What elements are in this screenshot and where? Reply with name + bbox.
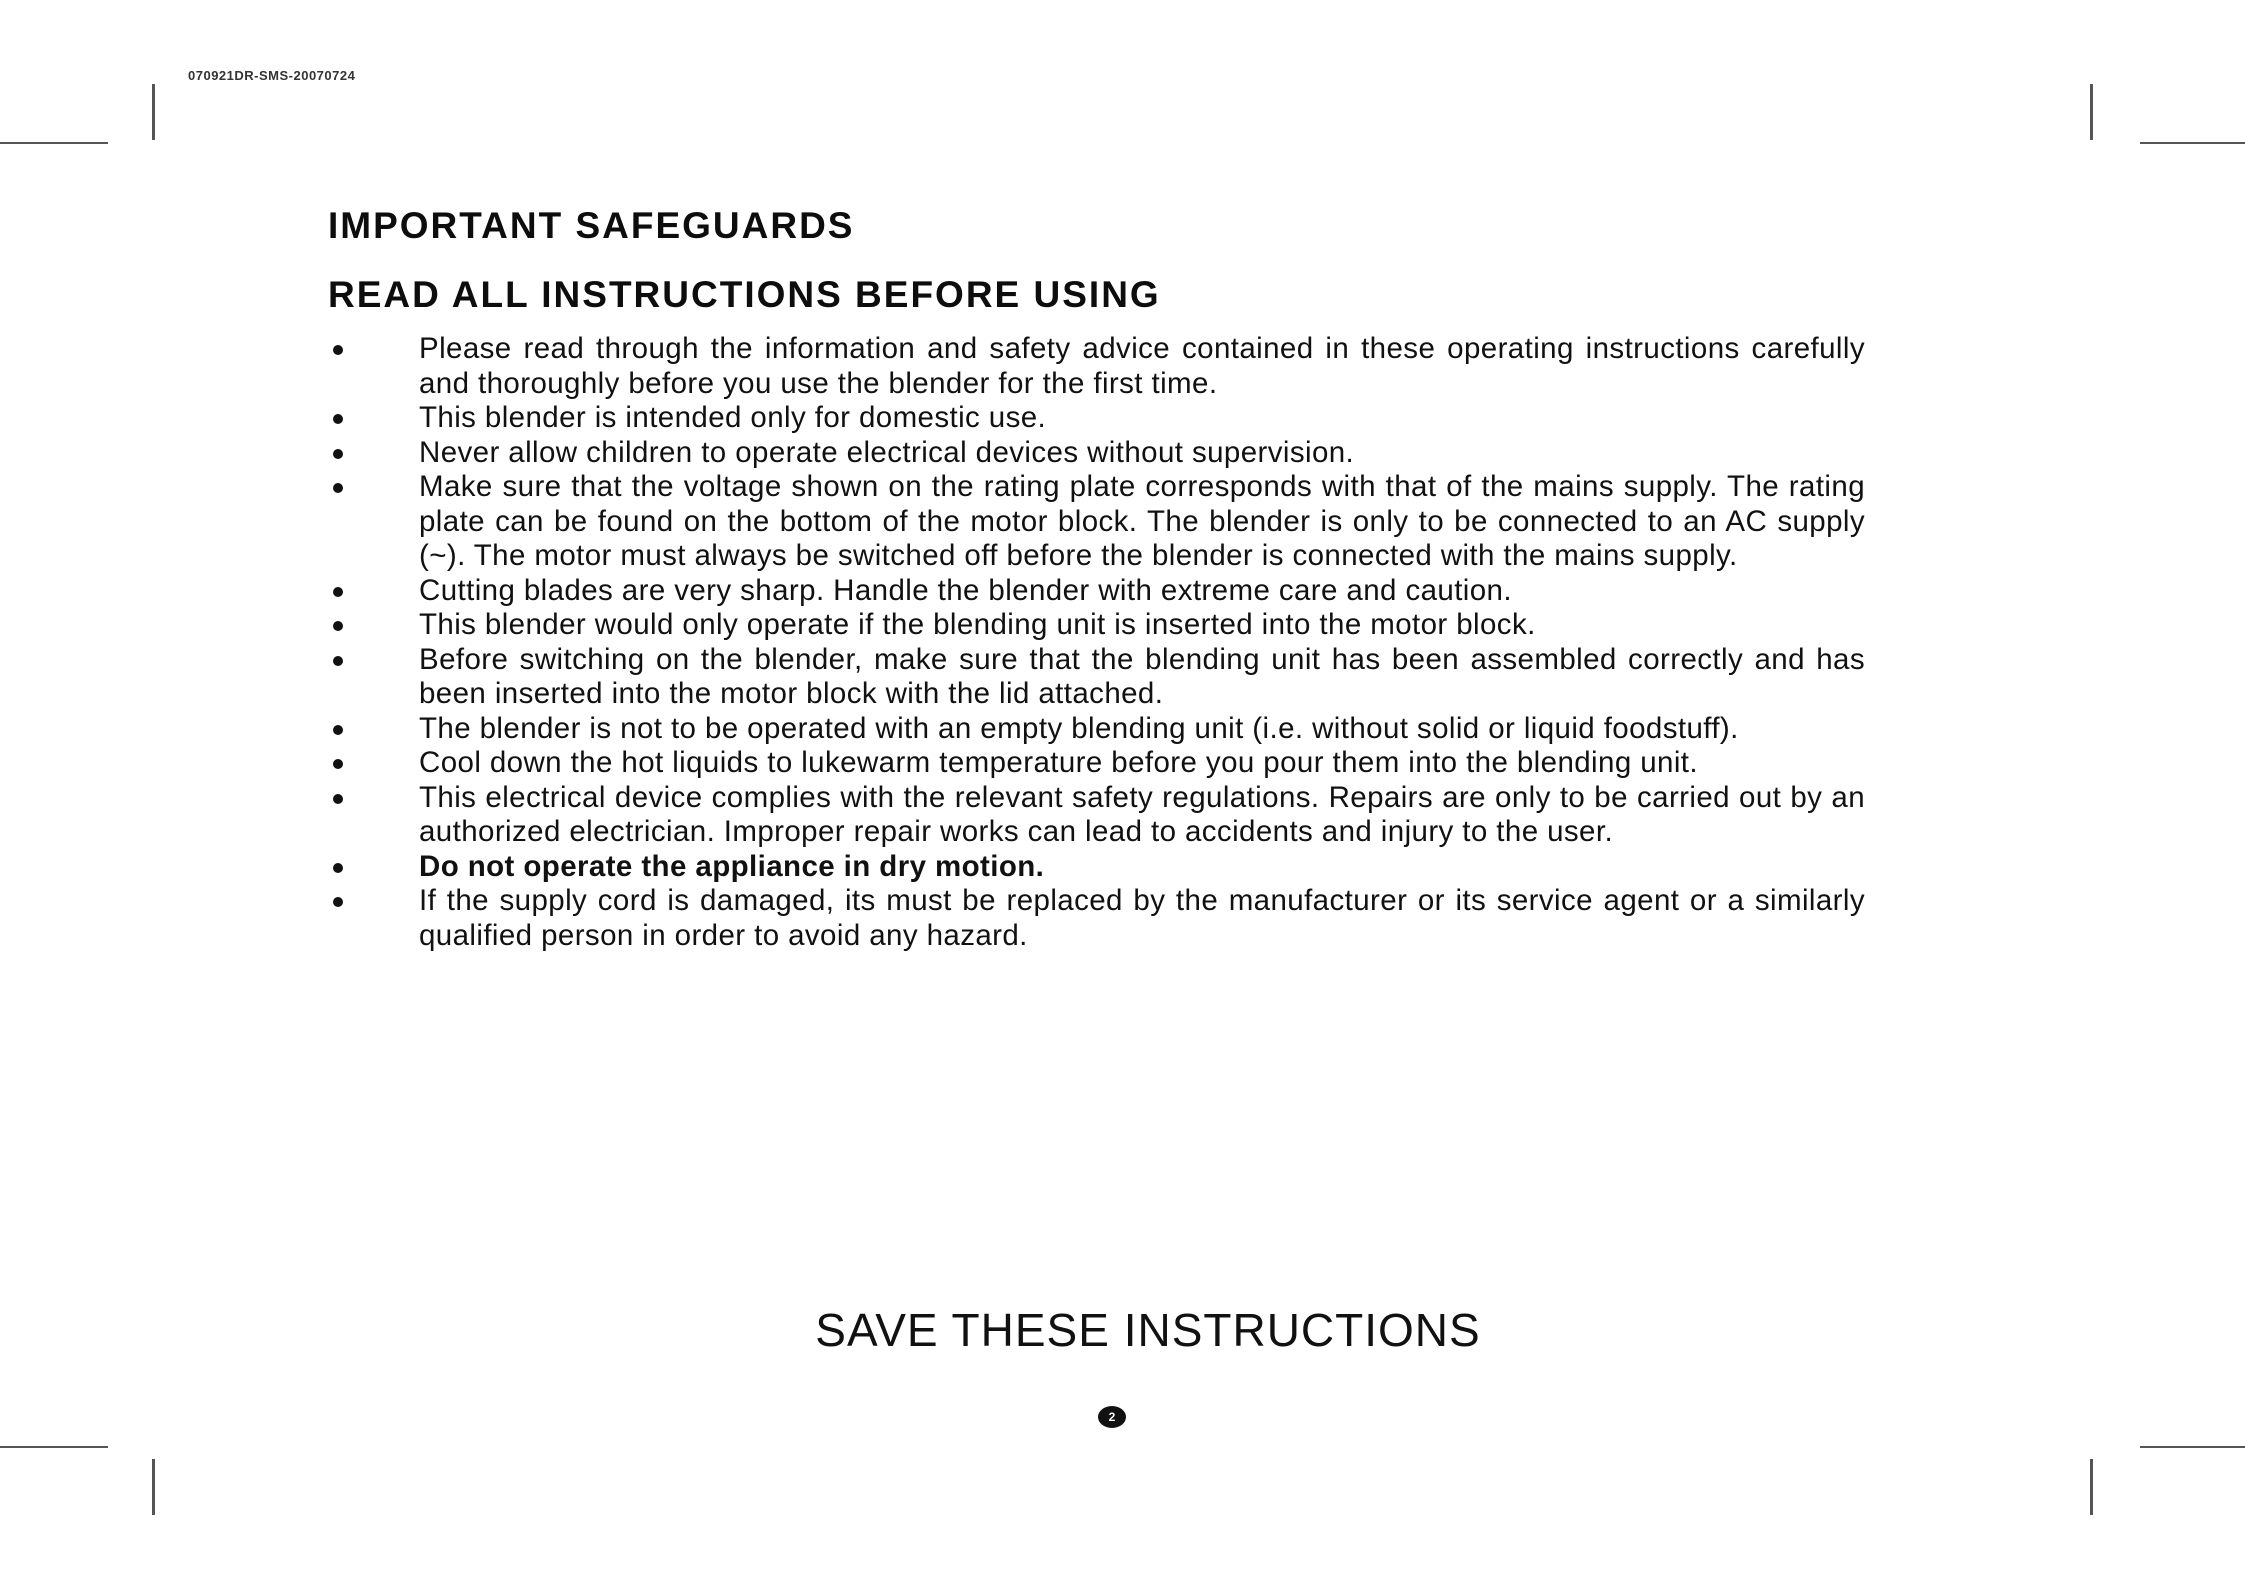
list-item: Cool down the hot liquids to lukewarm temperature before you pour them into the blending unit. (328, 746, 1865, 781)
page-number: 2 (1098, 1406, 1126, 1428)
crop-mark-bottom-left-h (0, 1446, 108, 1448)
page-title: IMPORTANT SAFEGUARDS (328, 205, 855, 246)
bullet-icon (333, 483, 343, 493)
crop-mark-bottom-right-v (2090, 1459, 2093, 1515)
list-item: This blender would only operate if the blending unit is inserted into the motor block. (328, 608, 1865, 643)
bullet-icon (333, 345, 343, 355)
crop-mark-bottom-left-v (152, 1459, 155, 1515)
crop-mark-top-left-h (0, 142, 108, 144)
list-item: Never allow children to operate electrical devices without supervision. (328, 436, 1865, 471)
list-item: This blender is intended only for domestic use. (328, 401, 1865, 436)
list-item-emphasized: Do not operate the appliance in dry motion. (328, 850, 1865, 885)
list-item: Please read through the information and safety advice contained in these operating instructions carefully and thoroughly before you use the blender for the first time. (328, 332, 1865, 401)
list-item: Cutting blades are very sharp. Handle the blender with extreme care and caution. (328, 574, 1865, 609)
bullet-icon (333, 759, 343, 769)
crop-mark-top-right-h (2140, 142, 2245, 144)
document-code: 070921DR-SMS-20070724 (188, 68, 356, 83)
list-item: If the supply cord is damaged, its must be replaced by the manufacturer or its service agent or a similarly qualified person in order to avoid any hazard. (328, 884, 1865, 953)
bullet-icon (333, 794, 343, 804)
bullet-icon (333, 621, 343, 631)
list-item: This electrical device complies with the relevant safety regulations. Repairs are only to be carried out by an authorized electrician. Improper repair works can lead to accidents and injury to the user. (328, 781, 1865, 850)
bullet-icon (333, 863, 343, 873)
bullet-icon (333, 656, 343, 666)
crop-mark-top-right-v (2090, 84, 2093, 140)
bullet-icon (333, 725, 343, 735)
page-subtitle: READ ALL INSTRUCTIONS BEFORE USING (328, 274, 1161, 315)
crop-mark-bottom-right-h (2140, 1446, 2245, 1448)
bullet-icon (333, 587, 343, 597)
crop-mark-top-left-v (152, 84, 155, 140)
save-instructions-footer: SAVE THESE INSTRUCTIONS (815, 1304, 1481, 1356)
safeguards-list (328, 332, 1865, 953)
bullet-icon (333, 414, 343, 424)
bullet-icon (333, 897, 343, 907)
list-item: The blender is not to be operated with an empty blending unit (i.e. without solid or liquid foodstuff). (328, 712, 1865, 747)
list-item: Before switching on the blender, make sure that the blending unit has been assembled correctly and has been inserted into the motor block with the lid attached. (328, 643, 1865, 712)
bullet-icon (333, 449, 343, 459)
list-item: Make sure that the voltage shown on the rating plate corresponds with that of the mains supply. The rating plate can be found on the bottom of the motor block. The blender is only to be connected to an AC supply (~). The motor must always be switched off before the blender is connected with the mains supply. (328, 470, 1865, 574)
